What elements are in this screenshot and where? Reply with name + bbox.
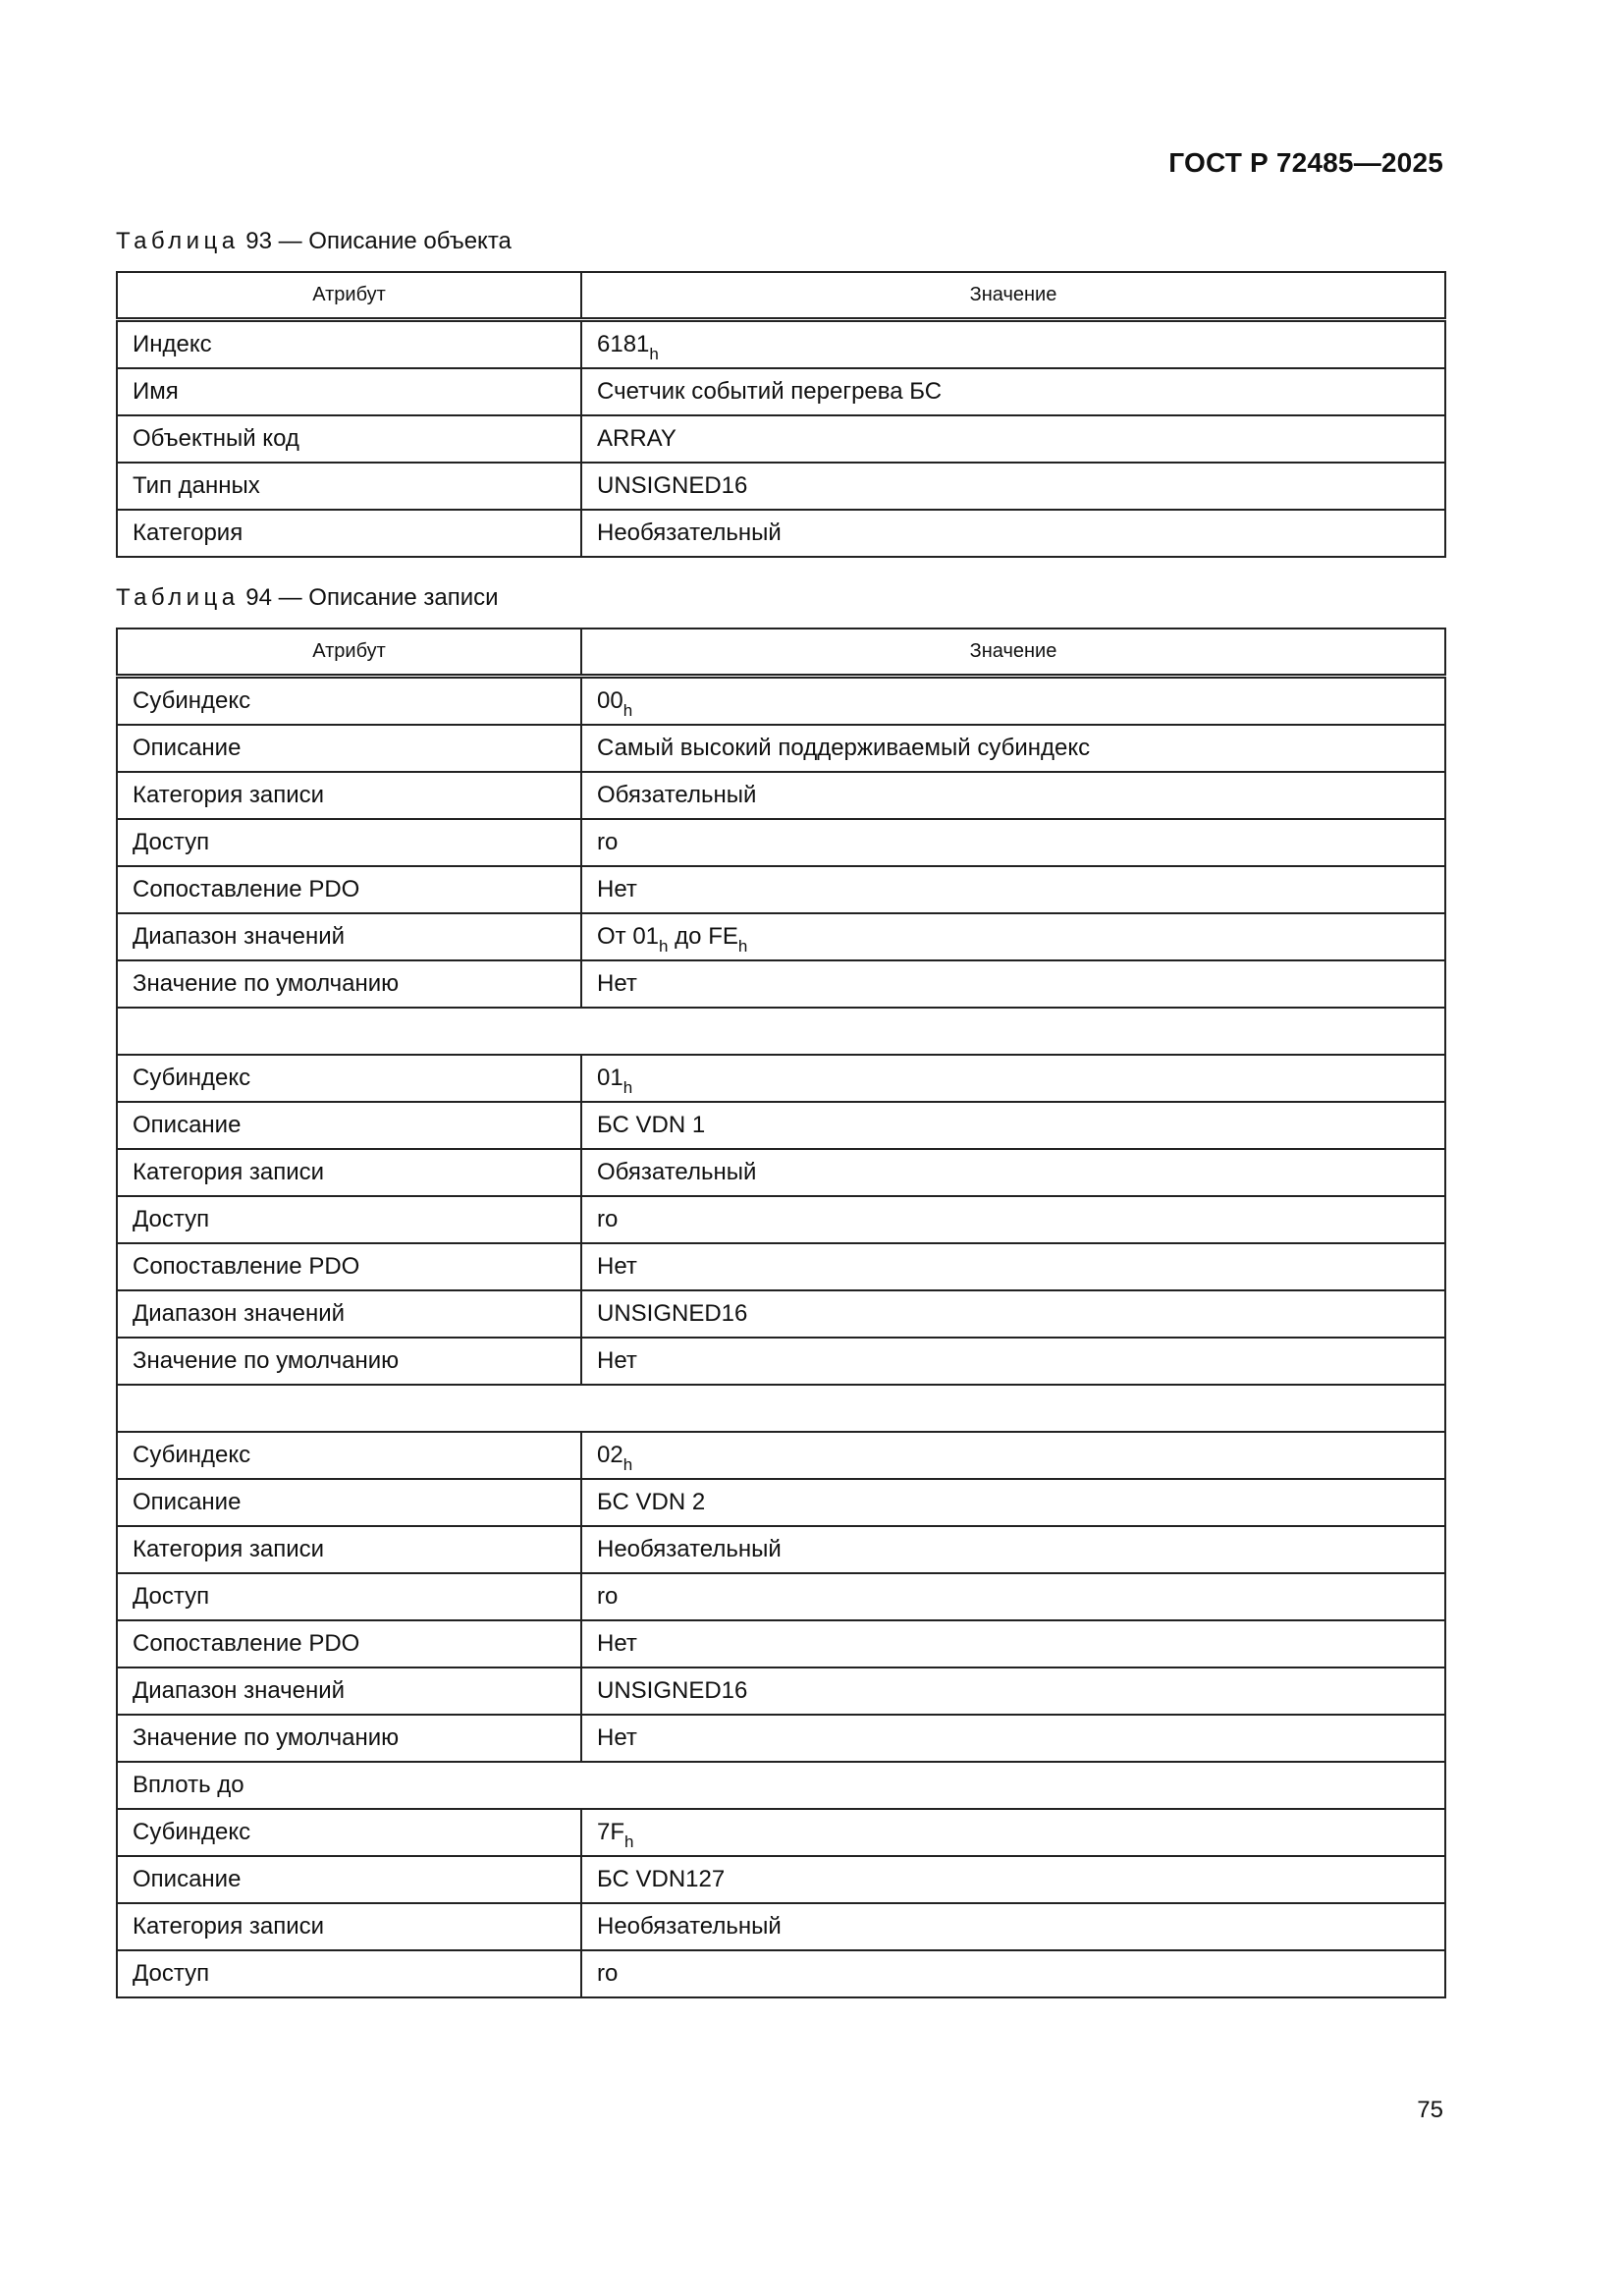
table-93-body <box>117 320 1445 558</box>
attribute-cell: Значение по умолчанию <box>117 1715 581 1762</box>
page-number: 75 <box>1417 2097 1443 2123</box>
hex-subscript: h <box>622 701 633 720</box>
value-text: Самый высокий поддерживаемый субиндекс <box>597 735 1091 761</box>
attribute-cell: Диапазон значений <box>117 913 581 960</box>
table-row <box>117 1903 1445 1950</box>
table-94-caption <box>116 584 499 612</box>
table-row <box>117 1432 1445 1479</box>
table-row <box>117 1243 1445 1290</box>
separator-cell <box>117 1385 1445 1432</box>
value-text: Нет <box>597 970 637 997</box>
column-header-attribute: Атрибут <box>117 629 581 677</box>
value-cell <box>581 1055 1445 1102</box>
table-row <box>117 463 1445 510</box>
attribute-cell: Субиндекс <box>117 677 581 726</box>
value-text: 7F <box>597 1819 625 1845</box>
table-row <box>117 960 1445 1008</box>
separator-cell <box>117 1008 1445 1055</box>
attribute-cell: Имя <box>117 368 581 415</box>
table-row <box>117 320 1445 369</box>
table-separator-row <box>117 1008 1445 1055</box>
attribute-cell: Доступ <box>117 1950 581 1997</box>
value-text: ro <box>597 1960 619 1987</box>
value-cell <box>581 415 1445 463</box>
table-row <box>117 1715 1445 1762</box>
caption-word: Таблица <box>116 584 240 611</box>
value-text: ARRAY <box>597 425 676 452</box>
value-text: 02 <box>597 1442 623 1468</box>
attribute-cell: Объектный код <box>117 415 581 463</box>
value-cell <box>581 1667 1445 1715</box>
attribute-cell: Диапазон значений <box>117 1290 581 1338</box>
value-text: ro <box>597 829 619 855</box>
table-93-caption <box>116 228 512 255</box>
attribute-cell: Доступ <box>117 1196 581 1243</box>
table-row <box>117 677 1445 726</box>
value-cell <box>581 1903 1445 1950</box>
value-cell <box>581 1856 1445 1903</box>
range-to-value: FE <box>708 923 738 950</box>
value-cell <box>581 1620 1445 1667</box>
table-94-body <box>117 677 1445 1998</box>
range-to-word: до <box>668 923 709 950</box>
table-row <box>117 1290 1445 1338</box>
value-cell <box>581 368 1445 415</box>
attribute-cell: Категория записи <box>117 1149 581 1196</box>
table-header-row <box>117 629 1445 677</box>
attribute-cell: Значение по умолчанию <box>117 1338 581 1385</box>
hex-subscript: h <box>624 1832 634 1851</box>
table-94 <box>116 628 1446 1998</box>
value-cell <box>581 913 1445 960</box>
value-text: ro <box>597 1206 619 1232</box>
value-text: Обязательный <box>597 1159 757 1185</box>
value-text: Счетчик событий перегрева БС <box>597 378 943 405</box>
attribute-cell: Значение по умолчанию <box>117 960 581 1008</box>
value-text: 01 <box>597 1065 623 1091</box>
attribute-cell: Описание <box>117 725 581 772</box>
value-text: БС VDN 1 <box>597 1112 706 1138</box>
value-text: Нет <box>597 1347 637 1374</box>
hex-subscript: h <box>659 937 669 956</box>
value-cell <box>581 725 1445 772</box>
table-row <box>117 1196 1445 1243</box>
value-cell <box>581 1526 1445 1573</box>
value-text: БС VDN 2 <box>597 1489 706 1515</box>
value-text: Нет <box>597 1630 637 1657</box>
table-row <box>117 1479 1445 1526</box>
attribute-cell: Доступ <box>117 1573 581 1620</box>
value-cell <box>581 1102 1445 1149</box>
table-row <box>117 415 1445 463</box>
table-row <box>117 1526 1445 1573</box>
value-cell <box>581 772 1445 819</box>
attribute-cell: Сопоставление PDO <box>117 866 581 913</box>
table-row <box>117 1149 1445 1196</box>
value-cell <box>581 677 1445 726</box>
range-from-value: 01 <box>632 923 660 950</box>
table-row <box>117 913 1445 960</box>
value-cell <box>581 1149 1445 1196</box>
value-text: Нет <box>597 1724 637 1751</box>
standard-header: ГОСТ Р 72485—2025 <box>1168 147 1443 178</box>
column-header-value: Значение <box>581 629 1445 677</box>
value-cell <box>581 960 1445 1008</box>
value-cell <box>581 1432 1445 1479</box>
table-row <box>117 819 1445 866</box>
attribute-cell: Сопоставление PDO <box>117 1620 581 1667</box>
table-row <box>117 1573 1445 1620</box>
table-header-row <box>117 272 1445 320</box>
column-header-value: Значение <box>581 272 1445 320</box>
range-from-word: От <box>597 923 633 950</box>
table-row <box>117 1620 1445 1667</box>
attribute-cell: Субиндекс <box>117 1055 581 1102</box>
table-separator-row <box>117 1762 1445 1809</box>
table-row <box>117 1809 1445 1856</box>
attribute-cell: Диапазон значений <box>117 1667 581 1715</box>
value-cell <box>581 1338 1445 1385</box>
value-cell <box>581 1715 1445 1762</box>
attribute-cell: Категория записи <box>117 1526 581 1573</box>
caption-text: 94 — Описание записи <box>239 584 499 611</box>
value-text: Необязательный <box>597 1913 782 1940</box>
value-cell <box>581 463 1445 510</box>
value-cell <box>581 1573 1445 1620</box>
value-cell <box>581 1243 1445 1290</box>
attribute-cell: Доступ <box>117 819 581 866</box>
value-text: Необязательный <box>597 519 782 546</box>
value-text: 00 <box>597 687 623 714</box>
value-cell <box>581 1196 1445 1243</box>
value-text: UNSIGNED16 <box>597 1677 748 1704</box>
attribute-cell: Индекс <box>117 320 581 369</box>
value-cell <box>581 320 1445 369</box>
attribute-cell: Описание <box>117 1479 581 1526</box>
column-header-attribute: Атрибут <box>117 272 581 320</box>
value-cell <box>581 1290 1445 1338</box>
table-row <box>117 368 1445 415</box>
table-93 <box>116 271 1446 558</box>
table-row <box>117 725 1445 772</box>
attribute-cell: Категория <box>117 510 581 557</box>
table-row <box>117 1055 1445 1102</box>
value-cell <box>581 1950 1445 1997</box>
hex-subscript: h <box>737 937 748 956</box>
value-cell <box>581 866 1445 913</box>
table-row <box>117 1856 1445 1903</box>
table-row <box>117 1338 1445 1385</box>
table-separator-row <box>117 1385 1445 1432</box>
hex-subscript: h <box>622 1078 633 1097</box>
attribute-cell: Субиндекс <box>117 1432 581 1479</box>
attribute-cell: Категория записи <box>117 772 581 819</box>
attribute-cell: Категория записи <box>117 1903 581 1950</box>
table-row <box>117 1950 1445 1997</box>
value-cell <box>581 510 1445 557</box>
table-row <box>117 1102 1445 1149</box>
table-row <box>117 1667 1445 1715</box>
value-text: Обязательный <box>597 782 757 808</box>
value-text: Необязательный <box>597 1536 782 1562</box>
value-text: БС VDN127 <box>597 1866 726 1892</box>
value-text: 6181 <box>597 331 650 357</box>
table-row <box>117 510 1445 557</box>
attribute-cell: Тип данных <box>117 463 581 510</box>
table-row <box>117 866 1445 913</box>
value-text: Нет <box>597 876 637 902</box>
hex-subscript: h <box>649 345 659 363</box>
value-cell <box>581 819 1445 866</box>
attribute-cell: Описание <box>117 1856 581 1903</box>
caption-word: Таблица <box>116 228 240 254</box>
attribute-cell: Субиндекс <box>117 1809 581 1856</box>
value-text: UNSIGNED16 <box>597 1300 748 1327</box>
hex-subscript: h <box>622 1455 633 1474</box>
value-cell <box>581 1479 1445 1526</box>
attribute-cell: Сопоставление PDO <box>117 1243 581 1290</box>
table-row <box>117 772 1445 819</box>
value-text: ro <box>597 1583 619 1610</box>
value-text: Нет <box>597 1253 637 1280</box>
value-text: UNSIGNED16 <box>597 472 748 499</box>
attribute-cell: Описание <box>117 1102 581 1149</box>
caption-text: 93 — Описание объекта <box>239 228 512 254</box>
value-cell <box>581 1809 1445 1856</box>
separator-cell: Вплоть до <box>117 1762 1445 1809</box>
